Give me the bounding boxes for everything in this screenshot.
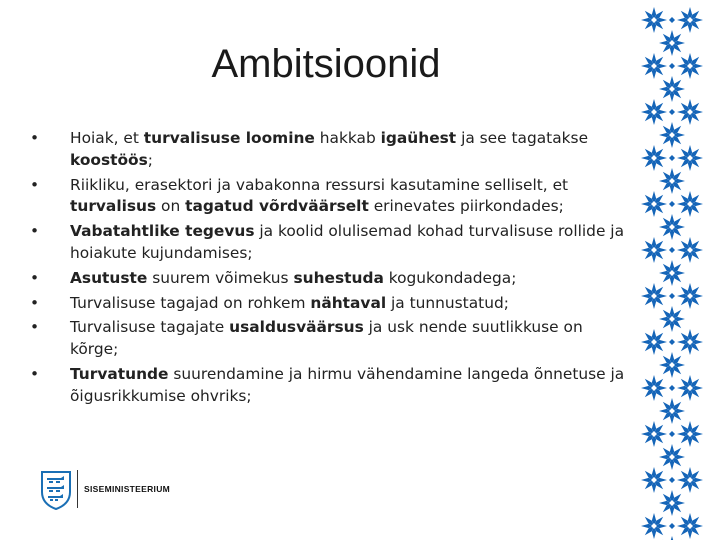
star-ornament-icon bbox=[677, 7, 703, 33]
bullet-item bbox=[30, 221, 626, 265]
bullet-text-bold: koostöös bbox=[70, 150, 148, 169]
bullet-text: Hoiak, et bbox=[70, 129, 144, 147]
star-ornament-icon bbox=[659, 490, 685, 516]
star-ornament-icon bbox=[659, 168, 685, 194]
bullet-text: Turvalisuse tagajate bbox=[70, 318, 230, 337]
bullet-item bbox=[30, 175, 626, 219]
star-ornament-icon bbox=[641, 237, 667, 263]
bullet-text-bold: tagatud võrdväärselt bbox=[185, 197, 369, 216]
diamond-ornament-icon bbox=[669, 477, 675, 483]
star-ornament-icon bbox=[641, 53, 667, 79]
star-ornament-icon bbox=[677, 375, 703, 401]
bullet-marker: • bbox=[30, 268, 40, 287]
bullet-text-bold: Turvatunde bbox=[70, 364, 169, 383]
bullet-text-bold: turvalisus bbox=[70, 197, 157, 216]
diamond-ornament-icon bbox=[669, 385, 675, 391]
bullet-text: suurendamine ja hirmu vähendamine langeda õnnetuse ja õigusrikkumise ohvriks; bbox=[70, 364, 625, 405]
star-ornament-icon bbox=[641, 329, 667, 355]
bullet-text-bold: suhestuda bbox=[293, 268, 384, 287]
bullet-text: ja tunnustatud; bbox=[386, 293, 509, 312]
bullet-text: ja koolid olulisemad kohad turvalisuse rollide ja hoiakute kujundamises; bbox=[70, 222, 625, 262]
star-ornament-icon bbox=[641, 513, 667, 539]
three-lions-coat-of-arms-icon bbox=[40, 470, 72, 510]
bullet-text: kogukondadega; bbox=[383, 268, 517, 287]
bullet-marker: • bbox=[30, 222, 40, 241]
diamond-ornament-icon bbox=[669, 201, 675, 207]
star-ornament-icon bbox=[677, 191, 703, 217]
diamond-ornament-icon bbox=[669, 431, 675, 437]
star-ornament-icon bbox=[659, 398, 685, 424]
star-ornament-icon bbox=[677, 53, 703, 79]
star-ornament-icon bbox=[677, 467, 703, 493]
diamond-ornament-icon bbox=[669, 155, 675, 161]
star-ornament-icon bbox=[677, 237, 703, 263]
star-ornament-icon bbox=[659, 122, 685, 148]
star-ornament-icon bbox=[659, 214, 685, 240]
star-ornament-icon bbox=[641, 375, 667, 401]
diamond-ornament-icon bbox=[669, 63, 675, 69]
star-ornament-icon bbox=[659, 352, 685, 378]
bullet-text-bold: Asutuste bbox=[70, 268, 148, 287]
bullet-text: Riikliku, erasektori ja vabakonna ressursi kasutamine selliselt, et bbox=[70, 175, 569, 194]
diamond-ornament-icon bbox=[669, 293, 675, 299]
bullet-marker: • bbox=[30, 129, 40, 147]
bullet-text-bold: usaldusväärsus bbox=[229, 318, 364, 337]
diamond-ornament-icon bbox=[669, 247, 675, 253]
star-ornament-icon bbox=[659, 30, 685, 56]
star-ornament-icon bbox=[659, 260, 685, 286]
bullet-text-bold: Vabatahtlike tegevus bbox=[70, 222, 255, 241]
star-ornament-icon bbox=[659, 306, 685, 332]
bullet-list bbox=[30, 128, 626, 411]
bullet-text: erinevates piirkondades; bbox=[368, 197, 564, 216]
bullet-text: hakkab bbox=[314, 129, 381, 147]
slide-title: Ambitsioonid bbox=[211, 42, 441, 86]
star-ornament-icon bbox=[641, 467, 667, 493]
bullet-marker: • bbox=[30, 318, 40, 337]
star-ornament-icon bbox=[677, 99, 703, 125]
estonian-star-pattern-icon bbox=[640, 0, 704, 540]
bullet-text: ; bbox=[147, 150, 153, 169]
star-ornament-icon bbox=[641, 191, 667, 217]
diamond-ornament-icon bbox=[669, 339, 675, 345]
bullet-item bbox=[30, 364, 626, 408]
star-ornament-icon bbox=[677, 145, 703, 171]
star-ornament-icon bbox=[677, 421, 703, 447]
star-ornament-icon bbox=[641, 283, 667, 309]
star-ornament-icon bbox=[659, 76, 685, 102]
bullet-item bbox=[30, 128, 626, 172]
bullet-marker: • bbox=[30, 293, 40, 312]
diamond-ornament-icon bbox=[669, 109, 675, 115]
star-ornament-icon bbox=[677, 513, 703, 539]
bullet-item bbox=[30, 317, 626, 361]
bullet-text: on bbox=[156, 197, 186, 216]
bullet-text: ja usk nende suutlikkuse on kõrge; bbox=[70, 318, 583, 359]
star-ornament-icon bbox=[641, 7, 667, 33]
bullet-marker: • bbox=[30, 175, 40, 194]
diamond-ornament-icon bbox=[669, 523, 675, 529]
star-ornament-icon bbox=[677, 283, 703, 309]
bullet-text-bold: turvalisuse loomine bbox=[143, 129, 315, 147]
bullet-text: ja see tagatakse bbox=[456, 129, 589, 147]
bullet-text-bold: igaühest bbox=[380, 129, 457, 147]
bullet-marker: • bbox=[30, 364, 40, 383]
diamond-ornament-icon bbox=[669, 17, 675, 23]
star-ornament-icon bbox=[641, 421, 667, 447]
bullet-item bbox=[30, 268, 626, 290]
logo-divider bbox=[77, 470, 78, 508]
bullet-text: suurem võimekus bbox=[147, 268, 294, 287]
bullet-item bbox=[30, 293, 626, 315]
star-ornament-icon bbox=[641, 145, 667, 171]
bullet-text: Turvalisuse tagajad on rohkem bbox=[70, 293, 311, 312]
star-ornament-icon bbox=[677, 329, 703, 355]
star-ornament-icon bbox=[659, 444, 685, 470]
bullet-text-bold: nähtaval bbox=[310, 293, 387, 312]
star-ornament-icon bbox=[659, 536, 685, 540]
star-ornament-icon bbox=[641, 99, 667, 125]
ministry-name: SISEMINISTEERIUM bbox=[84, 484, 171, 494]
